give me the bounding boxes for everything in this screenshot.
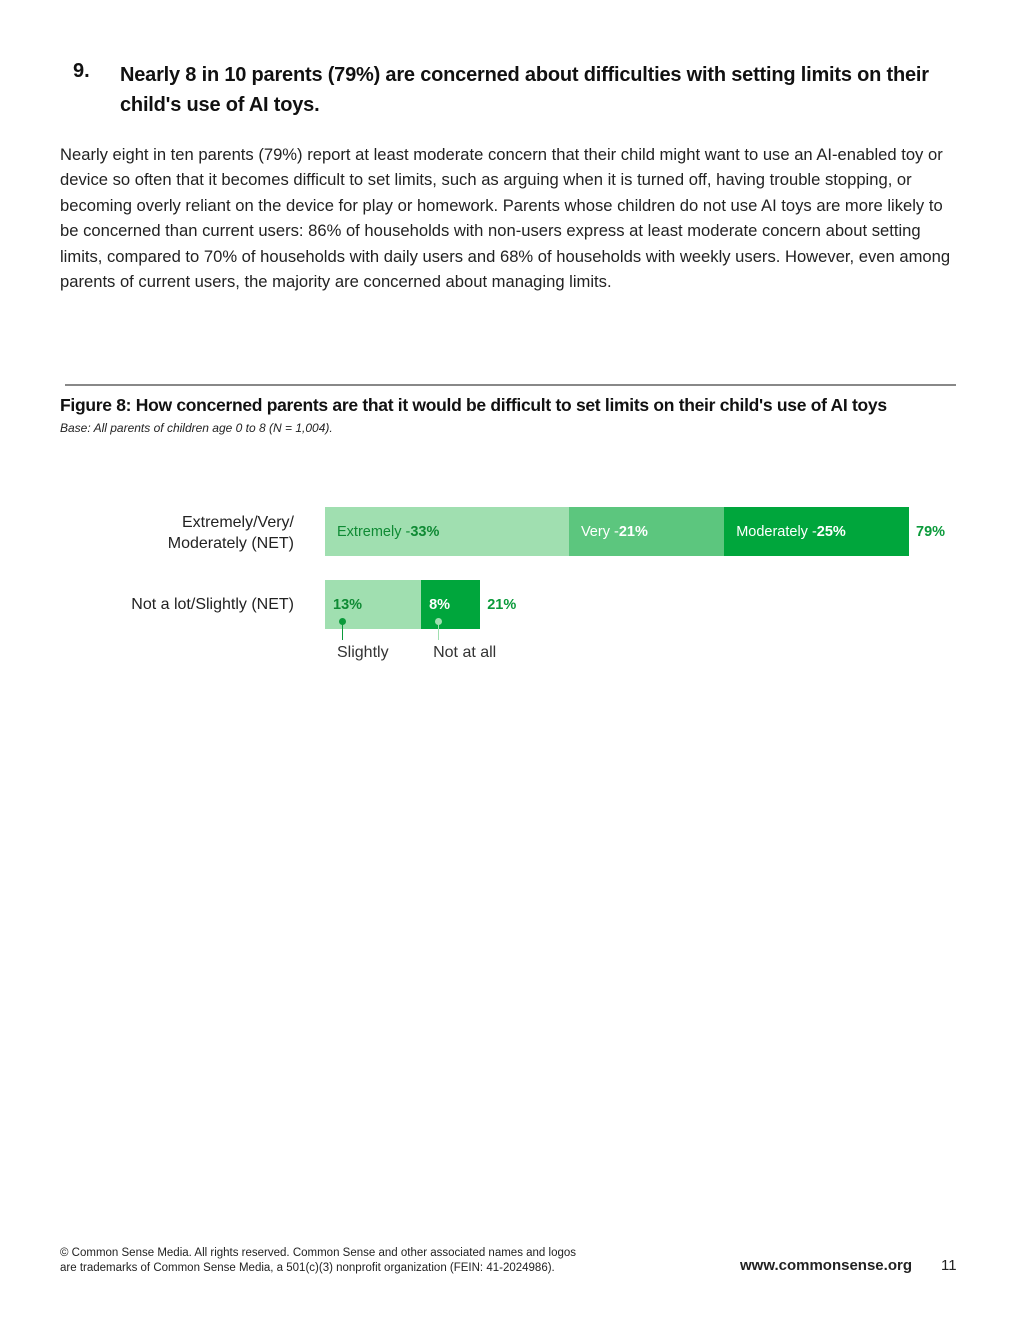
row-label: [168, 512, 294, 554]
page-number: 11: [941, 1257, 957, 1274]
segment-value: 33%: [410, 523, 440, 540]
segment-value: 8%: [429, 597, 451, 613]
row-label: [131, 594, 294, 615]
section-number: 9.: [73, 60, 90, 82]
figure-title: Figure 8: How concerned parents are that it would be difficult to set limits on their child's use of AI toys: [60, 395, 887, 415]
net-value-label: 21%: [487, 597, 517, 613]
copyright-line: are trademarks of Common Sense Media, a 501(c)(3) nonprofit organization (FEIN: 41-2024986).: [60, 1262, 555, 1274]
segment-label: Extremely -: [337, 523, 411, 540]
figure-base-note: Base: All parents of children age 0 to 8 (N = 1,004).: [60, 421, 333, 435]
segment-value: 25%: [816, 523, 846, 540]
body-paragraph: Nearly eight in ten parents (79%) report at least moderate concern that their child might want to use an AI-enabled toy or device so often that it becomes difficult to set limits, such as arguing when it is turned off, having trouble stopping, or becoming overly reliant on the device for play or homework. Parents whose children do not use AI toys are more likely to be concerned than current users: 86% of households with non-users express at least moderate concern about setting limits, compared to 70% of households with daily users and 68% of households with weekly users. However, even among parents of current users, the majority are concerned about managing limits.: [60, 145, 951, 292]
section-heading: Nearly 8 in 10 parents (79%) are concerned about difficulties with setting limits on their child's use of AI toys.: [120, 64, 929, 116]
net-value-label: 79%: [916, 524, 946, 540]
segment-value: 21%: [618, 523, 648, 540]
callout-line: [438, 622, 439, 640]
bar-segment-extremely: [325, 507, 569, 556]
segment-value: 13%: [333, 597, 363, 613]
figure-divider: [65, 384, 956, 386]
copyright-notice: [60, 1246, 576, 1276]
bar-segment-not-at-all: [421, 580, 480, 629]
callout-line: [342, 622, 343, 640]
bar-segment-moderately: [724, 507, 909, 556]
segment-label: Moderately -: [736, 523, 817, 540]
bar-segment-very: [569, 507, 724, 556]
callout-label: Slightly: [337, 644, 389, 661]
copyright-line: © Common Sense Media. All rights reserved. Common Sense and other associated names and logos: [60, 1247, 577, 1259]
row-label-line: Moderately (NET): [167, 535, 294, 552]
row-label-line: Extremely/Very/: [181, 514, 294, 531]
callout-label: Not at all: [433, 644, 497, 661]
website-link[interactable]: www.commonsense.org: [740, 1257, 912, 1274]
row-label-line: Not a lot/Slightly (NET): [131, 596, 294, 613]
segment-label: Very -: [580, 523, 619, 540]
